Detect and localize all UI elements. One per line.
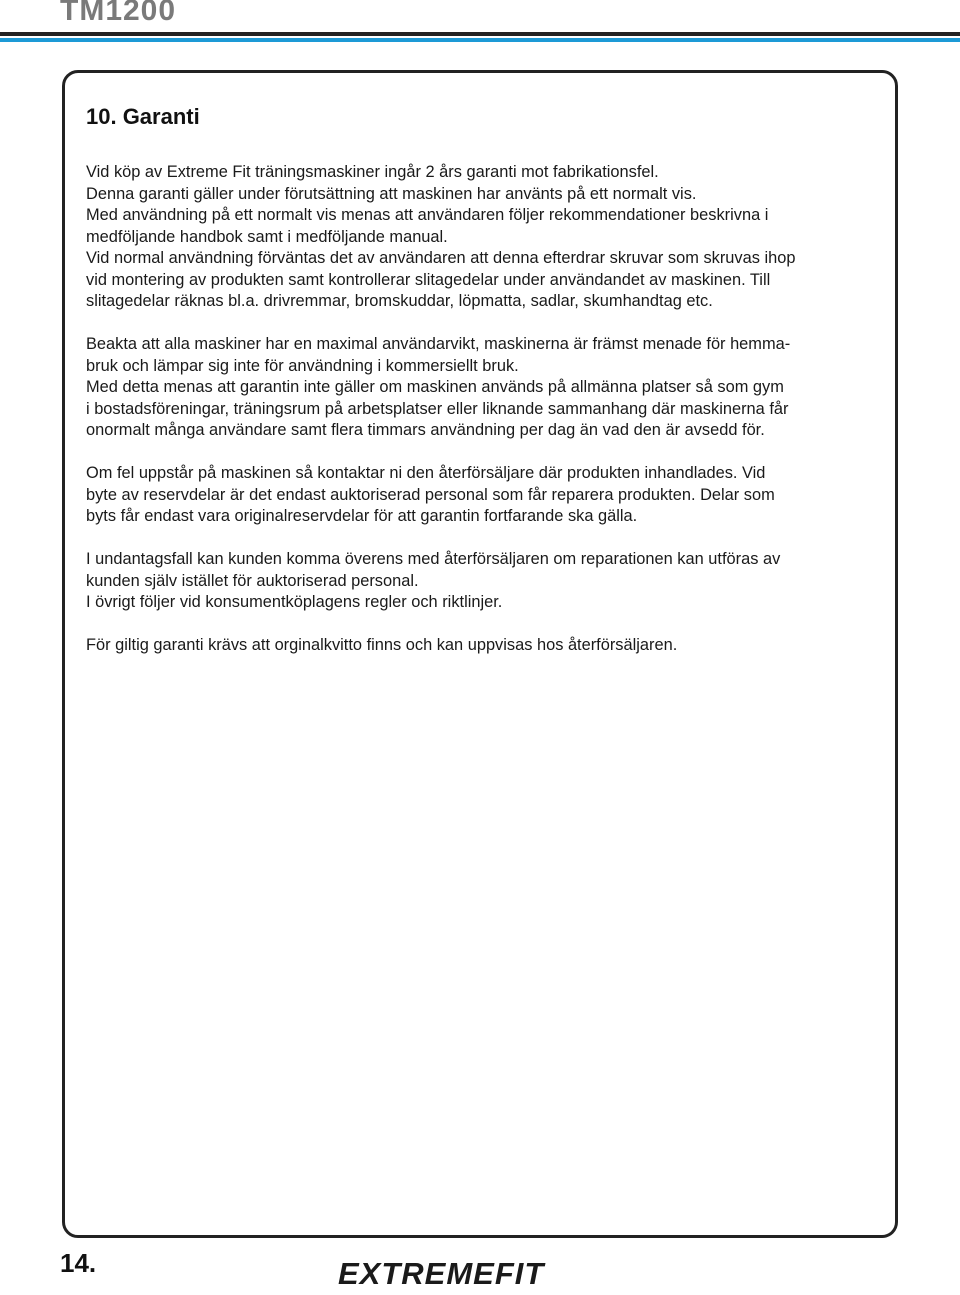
paragraph-receipt xyxy=(86,635,881,657)
extremefit-logo: EXTREMEFIT xyxy=(338,1256,545,1291)
text-line: kunden själv istället för auktoriserad personal. xyxy=(86,571,419,590)
text-line: bruk och lämpar sig inte för användning i kommersiellt bruk. xyxy=(86,356,519,375)
text-line: För giltig garanti krävs att orginalkvitto finns och kan uppvisas hos återförsäljaren. xyxy=(86,636,678,654)
text-line: I undantagsfall kan kunden komma överens med återförsäljaren om reparationen kan utföras av xyxy=(86,550,781,568)
text-line: Denna garanti gäller under förutsättning att maskinen har använts på ett normalt vis. xyxy=(86,184,697,203)
paragraph-max-user-weight xyxy=(86,334,881,442)
text-line: Vid normal användning förväntas det av användaren att denna efterdrar skruvar som skruvas ihop xyxy=(86,249,796,267)
text-line: I övrigt följer vid konsumentköplagens regler och riktlinjer. xyxy=(86,593,503,611)
paragraph-exceptions xyxy=(86,549,881,614)
text-line: medföljande handbok samt i medföljande manual. xyxy=(86,227,448,246)
text-line: Med användning på ett normalt vis menas att användaren följer rekommendationer beskrivna i xyxy=(86,206,769,224)
section-heading: 10. Garanti xyxy=(86,104,200,129)
text-line: Om fel uppstår på maskinen så kontaktar ni den återförsäljare där produkten inhandlades. Vid xyxy=(86,464,766,482)
header-accent-rule xyxy=(0,38,960,42)
text-line: byts får endast vara originalreservdelar för att garantin fortfarande ska gälla. xyxy=(86,507,638,525)
text-line: i bostadsföreningar, träningsrum på arbetsplatser eller liknande sammanhang där maskinerna får xyxy=(86,399,789,418)
header-rule xyxy=(0,32,960,36)
text-line: onormalt många användare samt flera timmars användning per dag än vad den är avsedd för. xyxy=(86,421,765,439)
paragraph-faults-contact xyxy=(86,463,881,528)
text-line: Med detta menas att garantin inte gäller om maskinen används på allmänna platser så som gym xyxy=(86,378,784,396)
text-line: Beakta att alla maskiner har en maximal användarvikt, maskinerna är främst menade för hemma- xyxy=(86,335,791,353)
document-title: TM1200 xyxy=(60,0,177,27)
text-line: slitagedelar räknas bl.a. drivremmar, bromskuddar, löpmatta, sadlar, skumhandtag etc. xyxy=(86,292,713,310)
body-text xyxy=(86,162,881,678)
page-number: 14. xyxy=(60,1248,97,1278)
text-line: byte av reservdelar är det endast auktoriserad personal som får reparera produkten. Delar som xyxy=(86,485,775,504)
text-line: Vid köp av Extreme Fit träningsmaskiner ingår 2 års garanti mot fabrikationsfel. xyxy=(86,163,659,181)
text-line: vid montering av produkten samt kontrollerar slitagedelar under användandet av maskinen. Till xyxy=(86,270,771,289)
paragraph-warranty-terms xyxy=(86,162,881,313)
